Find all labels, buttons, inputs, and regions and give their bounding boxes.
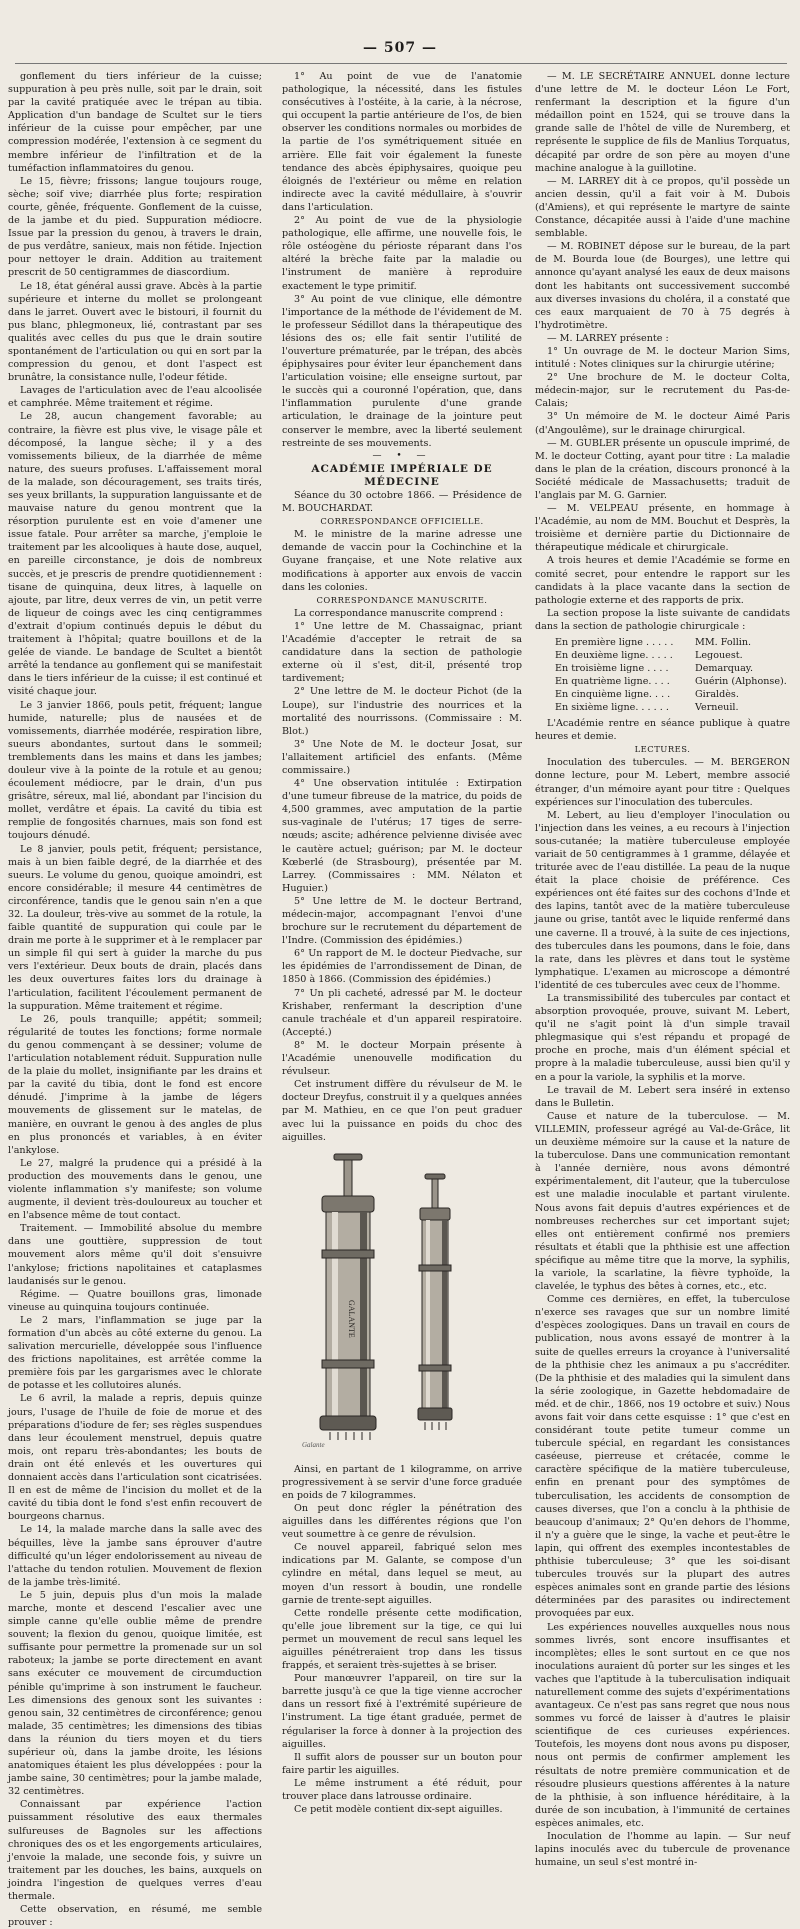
candidate-row xyxy=(555,701,790,714)
candidate-name: MM. Follin. xyxy=(695,637,752,649)
paragraph: Ainsi, en partant de 1 kilogramme, on arrive progressivement à se servir d'une force graduée en poids de 7 kilogrammes. xyxy=(282,1463,522,1501)
column-right xyxy=(535,70,790,1869)
paragraph: On peut donc régler la pénétration des aiguilles dans les différentes régions que l'on veut soumettre à ce genre de révulsion. xyxy=(282,1502,522,1541)
paragraph: Le 3 janvier 1866, pouls petit, fréquent; langue humide, naturelle; plus de nausées et de vomissements, diarrhée modérée, respiration libre, sueurs abondantes, surtout dans le sommeil; tremblements dans les mains et dans les jambes; douleur vive à la pointe de la rotule et au genou; écoulement médiocre, par le drain, d'un pus grisâtre, séreux, mal lié, abondant par l'incision du mollet, verdâtre et épais. La cavité du tibia est remplie de fongosités charnues, mais son fond est toujours dénudé. xyxy=(8,699,262,842)
subheading-readings: LECTURES. xyxy=(634,744,691,755)
candidate-name: Verneuil. xyxy=(695,702,739,714)
paragraph: Ce nouvel appareil, fabriqué selon mes indications par M. Galante, se compose d'un cylindre en métal, dans lequel se meut, au moyen d'un ressort à boudin, une rondelle garnie de trente-sept aiguilles. xyxy=(282,1542,522,1606)
paragraph: Régime. — Quatre bouillons gras, limonade vineuse au quinquina toujours continuée. xyxy=(8,1288,262,1313)
figure-caption: Galante xyxy=(302,1440,325,1449)
paragraph: Lavages de l'articulation avec de l'eau alcoolisée et camphrée. Même traitement et régime. xyxy=(8,385,262,410)
paragraph: 8° M. le docteur Morpain présente à l'Académie unenouvelle modification du révulseur. xyxy=(282,1039,522,1078)
large-instrument xyxy=(320,1154,376,1440)
candidate-rank: En deuxième ligne. . . . . xyxy=(555,650,673,662)
paragraph: Le 18, état général aussi grave. Abcès à la partie supérieure et interne du mollet se prolongeant dans le jarret. Ouvert avec le bistouri, il fournit du pus blanc, phlegmoneux, lié, contrastant par ses qualités avec celles du pus que le drain soutire spontanément de l'articulation ou qui en sort par la compression du genou, et dont l'aspect est brunâtre, la consistance nulle, l'odeur fétide. xyxy=(8,280,262,384)
paragraph: 6° Un rapport de M. le docteur Piedvache, sur les épidémies de l'arrondissement de Dinan, de 1850 à 1866. (Commission des épidémies.) xyxy=(282,948,522,986)
paragraph: Les expériences nouvelles auxquelles nous nous sommes livrés, sont encore insuffisantes et incomplètes; elles le sont surtout en ce que nos inoculations auraient dû porter sur les singes et les vaches que l'aptitude à la tuberculisation indiquait naturellement comme des sujets d'expérimentations avantageux. Ce n'est pas sans regret que nous nous sommes vu forcé de laisser à d'autres le plaisir scientifique de ces curieuses expériences. Toutefois, les moyens dont nous avons pu disposer, nous ont permis de confirmer amplement les résultats de notre première communication et de résoudre plusieurs questions afférentes à la nature de la phthisie, à son influence héréditaire, à la durée de son incubation, à l'immunité de certaines espèces animales, etc. xyxy=(535,1621,790,1829)
paragraph: 7° Un pli cacheté, adressé par M. le docteur Krishaber, renfermant la description d'une canule trachéale et d'un appareil respiratoire. (Accepté.) xyxy=(282,987,522,1038)
candidate-list xyxy=(555,636,790,714)
paragraph: M. Lebert, au lieu d'employer l'inoculation ou l'injection dans les veines, a eu recours à l'injection sous-cutanée; la matière tuberculeuse employée variait de 50 centigrammes à 1 gramme, délayée et triturée avec de l'eau distillée. La peau de la nuque était la place choisie de préférence. Ces expériences ont été faites sur des cochons d'Inde et des lapins, tantôt avec de la matière tuberculeuse jaune ou grise, tantôt avec le liquide renfermé dans une caverne. Il a trouvé, à la suite de ces injections, des tubercules dans les poumons, dans le foie, dans la rate, dans les plèvres et dans tout le système lymphatique. L'examen au microscope a démontré l'identité de ces tubercules avec ceux de l'homme. xyxy=(535,809,790,991)
paragraph: Le 26, pouls tranquille; appétit; sommeil; régularité de toutes les fonctions; forme normale du genou commençant à se dessiner; volume de l'articulation notablement réduit. Suppuration nulle de la plaie du mollet, insignifiante par les drains et par la cavité du tibia, dont le fond est encore dénudé. J'imprime à la jambe de légers mouvements de glissement sur le matelas, de manière, en ouvrant le genou à des angles de plus en plus prononcés et variables, à en éviter l'ankylose. xyxy=(8,1013,262,1156)
paragraph: Le 14, la malade marche dans la salle avec des béquilles, lève la jambe sans éprouver d'autre difficulté qu'un léger endolorissement au niveau de l'attache du tendon rotulien. Mouvement de flexion de la jambe très-limité. xyxy=(8,1524,262,1588)
paragraph: — M. GUBLER présente un opuscule imprimé, de M. le docteur Cotting, ayant pour titre : La maladie dans le plan de la création, discours prononcé à la Société médicale de Massachusetts; traduit de l'anglais par M. G. Garnier. xyxy=(535,437,790,501)
paragraph: Inoculation de l'homme au lapin. — Sur neuf lapins inoculés avec du tubercule de provenance humaine, un seul s'est montré in- xyxy=(535,1831,790,1869)
candidate-name: Legouest. xyxy=(695,650,743,662)
small-instrument xyxy=(418,1174,452,1430)
subheading-official: CORRESPONDANCE OFFICIELLE. xyxy=(320,516,484,527)
paragraph: Le 15, fièvre; frissons; langue toujours rouge, sèche; soif vive; diarrhée plus forte; respiration courte, gênée, fréquente. Gonflement de la cuisse, de la jambe et du pied. Suppuration médiocre. Issue par la pression du genou, à travers le drain, de pus verdâtre, sanieux, mais non fétide. Injection pour nettoyer le drain. Addition au traitement prescrit de 50 centigrammes de diascordium. xyxy=(8,175,262,279)
candidate-rank: En quatrième ligne. . . . xyxy=(555,676,670,688)
paragraph: Ce petit modèle contient dix-sept aiguilles. xyxy=(294,1804,503,1816)
header-rule xyxy=(15,63,787,64)
paragraph: 3° Une Note de M. le docteur Josat, sur l'allaitement artificiel des enfants. (Même commissaire.) xyxy=(282,738,522,776)
paragraph: Le même instrument a été réduit, pour trouver place dans latrousse ordinaire. xyxy=(282,1777,522,1803)
candidate-name: Demarquay. xyxy=(695,663,754,675)
page-number: — 507 — xyxy=(363,40,437,56)
revulseur-illustration xyxy=(282,1150,522,1450)
paragraph: Le 27, malgré la prudence qui a présidé à la production des mouvements dans le genou, une violente inflammation s'y manifeste; son volume augmente, il devient très-douloureux au toucher et en l'absence même de tout contact. xyxy=(8,1157,262,1222)
paragraph: Le 8 janvier, pouls petit, fréquent; persistance, mais à un bien faible degré, de la diarrhée et des sueurs. Le volume du genou, quoique amoindri, est encore considérable; il mesure 44 centimètres de circonférence, tandis que le genou sain n'en a que 32. La douleur, très-vive au sommet de la rotule, la faible quantité de suppuration qui coule par le drain me porte à le supprimer et à le remplacer par un simple fil qui sert à guider la marche du pus vers l'extérieur. Deux bouts de drain, placés dans les deux ouvertures faites lors du drainage à l'articulation, facilitent l'écoulement permanent de la suppuration. Même traitement et régime. xyxy=(8,843,262,1012)
paragraph: 1° Au point de vue de l'anatomie pathologique, la nécessité, dans les fistules consécutives à l'ostéite, à la carie, à la nécrose, qui occupent la partie antérieure de l'os, de bien observer les conditions normales ou morbides de la partie de l'os symétriquement située en arrière. Elle fait voir également la funeste tendance des abcès épiphysaires, quoique peu éloignés de l'extérieur ou même en relation indirecte avec la cavité médullaire, à s'ouvrir dans l'articulation. xyxy=(282,71,522,213)
paragraph: La transmissibilité des tubercules par contact et absorption provoquée, prouve, suivant M. Lebert, qu'il ne s'agit point là d'un simple travail phlegmasique qui s'est répandu et propagé de proche en proche, mais d'un élément spécial et propre à la maladie tuberculeuse, aussi bien qu'il y en a pour la variole, la syphilis et la morve. xyxy=(535,993,790,1083)
session-line: Séance du 30 octobre 1866. — Présidence de M. BOUCHARDAT. xyxy=(282,490,522,515)
separator: — • — xyxy=(372,450,432,461)
paragraph: gonflement du tiers inférieur de la cuisse; suppuration à peu près nulle, soit par le drain, soit par la cavité pratiquée avec le trépan au tibia. Application d'un bandage de Scultet sur le tiers inférieur de la cuisse pour empêcher, par une compression modérée, l'extension à ce segment du membre inférieur de l'infiltration et de la tuméfaction inflammatoires du genou. xyxy=(8,71,262,174)
paragraph: 5° Une lettre de M. le docteur Bertrand, médecin-major, accompagnant l'envoi d'une brochure sur le recrutement du département de l'Indre. (Commission des épidémies.) xyxy=(282,895,522,947)
paragraph: — M. LARREY dit à ce propos, qu'il possède un ancien dessin, qu'il a fait voir à M. Dubois (d'Amiens), et qui représente le martyre de sainte Constance, décapitée aussi à l'aide d'une machine semblable. xyxy=(535,175,790,240)
paragraph: L'Académie rentre en séance publique à quatre heures et demie. xyxy=(535,718,790,743)
paragraph: Inoculation des tubercules. — M. BERGERON donne lecture, pour M. Lebert, membre associé étranger, d'un mémoire ayant pour titre : Quelques expériences sur l'inoculation des tubercules. xyxy=(535,757,790,808)
column-middle xyxy=(282,70,522,1816)
revulseur-figure xyxy=(282,1150,522,1455)
paragraph: — M. LE SECRÉTAIRE ANNUEL donne lecture d'une lettre de M. le docteur Léon Le Fort, renfermant la description et la figure d'un médaillon point en 1524, qui se trouve dans la grande salle de l'hôtel de ville de Nuremberg, et représente le supplice de fils de Manlius Torquatus, décapité par ordre de son père au moyen d'une machine analogue à la guillotine. xyxy=(535,71,790,174)
candidate-row xyxy=(555,662,790,675)
paragraph: La correspondance manuscrite comprend : xyxy=(294,607,504,619)
paragraph: 1° Une lettre de M. Chassaignac, priant l'Académie d'accepter le retrait de sa candidature dans la section de pathologie externe où il s'est, dit-il, présenté trop tardivement; xyxy=(282,620,522,685)
paragraph: Cet instrument diffère du révulseur de M. le docteur Dreyfus, construit il y a quelques années par M. Mathieu, en ce que l'on peut graduer avec lui la puissance en poids du choc des aiguilles. xyxy=(282,1079,522,1143)
paragraph: Cette rondelle présente cette modification, qu'elle joue librement sur la tige, ce qui lui permet un mouvement de recul sans lequel les aiguilles pénétreraient trop dans les tissus frappés, et seraient très-sujettes à se briser. xyxy=(282,1607,522,1672)
candidate-rank: En première ligne . . . . . xyxy=(555,637,674,649)
column-left xyxy=(8,70,262,1929)
paragraph: Il suffit alors de pousser sur un bouton pour faire partir les aiguilles. xyxy=(282,1751,522,1776)
paragraph: 2° Au point de vue de la physiologie pathologique, elle affirme, une nouvelle fois, le rôle ostéogène du périoste réparant dans l'os altéré la brèche faite par la maladie ou l'instrument de manière à reproduire exactement le type primitif. xyxy=(282,215,522,292)
paragraph: — M. VELPEAU présente, en hommage à l'Académie, au nom de MM. Bouchut et Desprès, la troisième et dernière partie du Dictionnaire de thérapeutique médicale et chirurgicale. xyxy=(535,503,790,554)
candidate-row xyxy=(555,688,790,701)
paragraph: Le 5 juin, depuis plus d'un mois la malade marche, monte et descend l'escalier avec une simple canne qu'elle oublie même de prendre souvent; la flexion du genou, quoique limitée, est suffisante pour permettre la promenade sur un sol raboteux; la jambe se porte directement en avant sans exécuter ce mouvement de circumduction pénible qu'imprime à son instrument le faucheur. Les dimensions des genoux sont les suivantes : genou sain, 32 centimètres de circonférence; genou malade, 35 centimètres; les dimensions des tibias dans la réunion du tiers moyen et du tiers supérieur où, dans la jambe droite, les lésions anatomiques étaient les plus développées : pour la jambe saine, 30 centimètres; pour la jambe malade, 32 centimètres. xyxy=(8,1589,262,1798)
paragraph: 3° Au point de vue clinique, elle démontre l'importance de la méthode de l'évidement de M. le professeur Sédillot dans la thérapeutique des lésions des os; elle fait sentir l'utilité de l'ouverture prématurée, par le trépan, des abcès épiphysaires pour éviter leur épanchement dans l'articulation voisine; elle enseigne surtout, par le succès qui a couronné l'opération, que, dans l'inflammation purulente d'une grande articulation, le drainage de la jointure peut conserver le membre, avec la liberté seulement restreinte de ses mouvements. xyxy=(282,293,522,449)
paragraph: — M. ROBINET dépose sur le bureau, de la part de M. Bourda loue (de Bourges), une lettre qui annonce qu'ayant analysé les eaux de deux maisons dont les habitants ont successivement succombé aux diverses invasions du choléra, il a constaté que ces eaux marquaient de 70 à 75 degrés à l'hydrotimètre. xyxy=(535,241,790,331)
paragraph: Connaissant par expérience l'action puissamment résolutive des eaux thermales sulfureuses de Bagnoles sur les affections chroniques des os et les engorgements articulaires, j'envoie la malade, une seconde fois, y suivre un traitement par les douches, les bains, auxquels on joindra l'ingestion de quelques verres d'eau thermale. xyxy=(8,1799,262,1903)
paragraph: Comme ces dernières, en effet, la tuberculose n'exerce ses ravages que sur un nombre limité d'espèces zoologiques. Dans un travail en cours de publication, nous avons essayé de montrer à la suite de quelles erreurs la croyance à l'universalité de la phthisie chez les animaux a pu s'accréditer. (De la phthisie et des maladies qui la simulent dans la série zoologique, in Gazette hebdomadaire de méd. et de chir., 1866, nos 19 octobre et suiv.) Nous avons fait voir dans cette esquisse : 1° que c'est en considérant toute petite tumeur comme un tubercule spécial, en regardant les consistances caséeuse, pierreuse et crétacée, comme le caractère spécifique de la matière tuberculeuse, enfin en prenant pour des symptômes de tuberculisation, les accidents de consomption de causes diverses, que l'on a conclu à la phthisie de beaucoup d'animaux; 2° Qu'en dehors de l'homme, il n'y a guère que le singe, la vache et peut-être le lapin, qui offrent des exemples incontestables de phthisie tuberculeuse; 3° que les soi-disant tubercules trouvés sur la plupart des autres espèces animales sont en grande partie des lésions déterminées par des parasites ou indirectement provoquées par eux. xyxy=(535,1294,790,1620)
paragraph: Le travail de M. Lebert sera inséré in extenso dans le Bulletin. xyxy=(535,1084,790,1109)
paragraph: La section propose la liste suivante de candidats dans la section de pathologie chirurgicale : xyxy=(535,607,790,632)
candidate-rank: En sixième ligne. . . . . . xyxy=(555,702,669,714)
paragraph: Le 28, aucun changement favorable; au contraire, la fièvre est plus vive, le visage pâle et décomposé, la langue sèche; il y a des vomissements bilieux, de la diarrhée de même nature, des sueurs profuses. L'affaissement moral de la malade, son découragement, ses traits tirés, ses yeux brillants, la suppuration languissante et de mauvaise nature du genou montrent que la résorption purulente est en voie d'amener une issue fatale. Pour arrêter sa marche, j'emploie le traitement par les alcooliques à haute dose, auquel, en pareille circonstance, je dois de nombreux succès, et je prescris de prendre quotidiennement : tisane de quinquina, deux litres, à laquelle on ajoute, par litre, deux verres de vin, un petit verre de liqueur de coings avec les cinq centigrammes d'extrait d'opium continués depuis le début du traitement à l'hôpital; quatre bouillons et de la gelée de viande. Le bandage de Scultet a bientôt arrêté la tendance au gonflement qui se manifestait dans le tiers inférieur de la cuisse; il est continué et visité chaque jour. xyxy=(8,411,262,698)
candidate-row xyxy=(555,636,790,649)
candidate-name: Giraldès. xyxy=(695,689,739,701)
paragraph: Cette observation, en résumé, me semble prouver : xyxy=(8,1904,262,1929)
paragraph: 2° Une brochure de M. le docteur Colta, médecin-major, sur le recrutement du Pas-de-Calais; xyxy=(535,372,790,410)
paragraph: A trois heures et demie l'Académie se forme en comité secret, pour entendre le rapport sur les candidats à la place vacante dans la section de pathologie externe et des rapports de prix. xyxy=(535,555,790,606)
candidate-rank: En troisième ligne . . . . xyxy=(555,663,669,675)
paragraph: Le 2 mars, l'inflammation se juge par la formation d'un abcès au côté externe du genou. La salivation mercurielle, développée sous l'influence des frictions napolitaines, est arrêtée comme la première fois par les gargarismes avec le chlorate de potasse et les collutoires alunés. xyxy=(8,1314,262,1392)
paragraph: Le 6 avril, la malade a repris, depuis quinze jours, l'usage de l'huile de foie de morue et des préparations d'iodure de fer; ses règles suspendues dans leur écoulement menstruel, depuis quatre mois, ont reparu très-abondantes; les bouts de drain ont été enlevés et les ouvertures qui donnaient accès dans l'articulation sont cicatrisées. Il en est de même de l'incision du mollet et de la cavité du tibia dont le fond s'est enfin recouvert de bourgeons charnus. xyxy=(8,1393,262,1523)
paragraph: M. le ministre de la marine adresse une demande de vaccin pour la Cochinchine et la Guyane française, et une Note relative aux modifications à apporter aux envois de vaccin dans les colonies. xyxy=(282,529,522,593)
paragraph: Cause et nature de la tuberculose. — M. VILLEMIN, professeur agrégé au Val-de-Grâce, lit un deuxième mémoire sur la cause et la nature de la tuberculose. Dans une communication remontant à l'année dernière, nous avons démontré expérimentalement, dit l'auteur, que la tuberculose est une maladie inoculable et partant virulente. Nous avons fait depuis d'autres expériences et de nombreuses recherches sur cet important sujet; elles ont entièrement confirmé nos premiers résultats et établi que la phthisie est une affection spécifique au même titre que la morve, la syphilis, la variole, la scarlatine, la fièvre typhoïde, la clavelée, le typhus des bêtes à cornes, etc., etc. xyxy=(535,1110,790,1293)
paragraph: Traitement. — Immobilité absolue du membre dans une gouttière, suppression de tout mouvement alors même qu'il doit s'ensuivre l'ankylose; frictions napolitaines et cataplasmes laudanisés sur le genou. xyxy=(8,1223,262,1287)
paragraph: — M. LARREY présente : xyxy=(547,332,669,344)
section-title: ACADÉMIE IMPÉRIALE DE MÉDECINE xyxy=(311,462,493,488)
galante-label: GALANTE xyxy=(347,1299,356,1338)
subheading-manuscript: CORRESPONDANCE MANUSCRITE. xyxy=(316,594,488,605)
paragraph: Pour manœuvrer l'appareil, on tire sur la barrette jusqu'à ce que la tige vienne accrocher dans un ressort fixé à l'extrémité supérieure de l'instrument. La tige étant graduée, permet de régulariser la force à donner à la projection des aiguilles. xyxy=(282,1673,522,1750)
paragraph: 4° Une observation intitulée : Extirpation d'une tumeur fibreuse de la matrice, du poids de 4,500 grammes, avec amputation de la partie sus-vaginale de l'utérus; 17 tiges de serre-nœuds; ascite; adhérence pelvienne divisée avec le cautère actuel; guérison; par M. le docteur Kœberlé (de Strasbourg), présentée par M. Larrey. (Commissaires : MM. Nélaton et Huguier.) xyxy=(282,778,522,894)
paragraph: 2° Une lettre de M. le docteur Pichot (de la Loupe), sur l'industrie des nourrices et la mortalité des nourrissons. (Commissaire : M. Blot.) xyxy=(282,686,522,737)
candidate-rank: En cinquième ligne. . . . xyxy=(555,689,671,701)
candidate-name: Guérin (Alphonse). xyxy=(695,676,787,688)
paragraph: 1° Un ouvrage de M. le docteur Marion Sims, intitulé : Notes cliniques sur la chirurgie utérine; xyxy=(535,345,790,371)
paragraph: 3° Un mémoire de M. le docteur Aimé Paris (d'Angoulême), sur le drainage chirurgical. xyxy=(535,411,790,436)
candidate-row xyxy=(555,675,790,688)
candidate-row xyxy=(555,649,790,662)
